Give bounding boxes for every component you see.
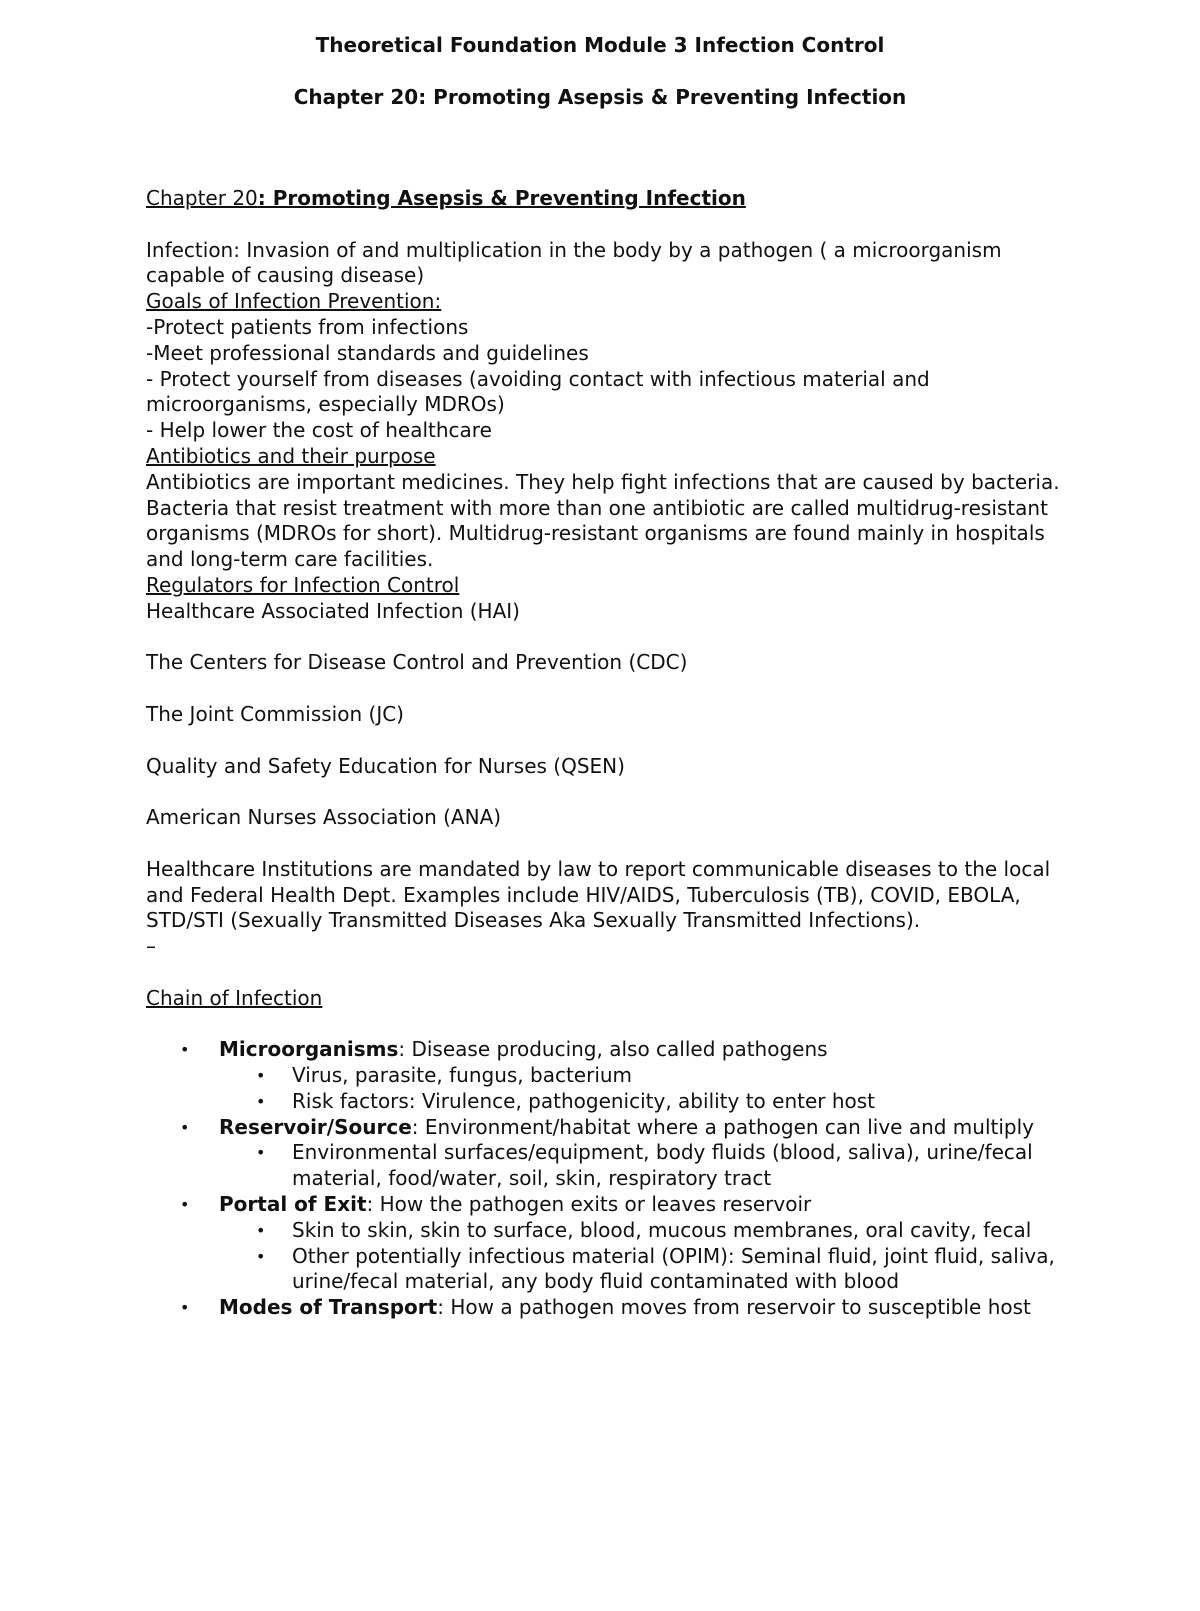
bullet-icon: • <box>180 1040 190 1060</box>
goals-heading: Goals of Infection Prevention: <box>146 289 442 314</box>
chain-desc: : Environment/habitat where a pathogen can live and multiply <box>411 1114 1035 1139</box>
chain-term: Modes of Transport <box>219 1295 438 1320</box>
chain-desc: : Disease producing, also called pathogens <box>398 1037 828 1062</box>
chain-desc: : How a pathogen moves from reservoir to susceptible host <box>437 1295 1031 1320</box>
chain-item-reservoir <box>146 1115 1066 1192</box>
chain-subitem-text: Other potentially infectious material (OPIM): Seminal fluid, joint fluid, saliva, urine/fecal material, any body fluid contaminated with blood <box>292 1243 1055 1294</box>
regulator-item: Quality and Safety Education for Nurses (QSEN) <box>146 753 625 778</box>
chain-subitem-text: Environmental surfaces/equipment, body fluids (blood, saliva), urine/fecal material, food/water, soil, skin, respiratory tract <box>292 1140 1033 1191</box>
goals-item: -Protect patients from infections <box>146 314 469 339</box>
chain-subitem-text: Virus, parasite, fungus, bacterium <box>292 1063 633 1088</box>
regulator-item: American Nurses Association (ANA) <box>146 805 502 830</box>
bullet-icon: • <box>180 1298 190 1318</box>
chain-subitem-text: Skin to skin, skin to surface, blood, mucous membranes, oral cavity, fecal <box>292 1217 1032 1242</box>
goals-item: - Protect yourself from diseases (avoiding contact with infectious material and microorganisms, especially MDROs) <box>146 366 930 417</box>
chain-subitem <box>219 1218 1066 1244</box>
goals-item: -Meet professional standards and guidelines <box>146 340 589 365</box>
chain-item-modes-of-transport <box>146 1295 1066 1321</box>
antibiotics-heading: Antibiotics and their purpose <box>146 443 436 468</box>
document-header-chapter: Chapter 20: Promoting Asepsis & Preventing Infection <box>293 85 907 109</box>
bullet-icon: • <box>256 1143 266 1163</box>
chain-subitem <box>219 1063 1066 1089</box>
regulator-item: The Centers for Disease Control and Prevention (CDC) <box>146 650 688 675</box>
section-title <box>146 186 1066 212</box>
bullet-icon: • <box>180 1195 190 1215</box>
chain-sublist <box>219 1140 1066 1192</box>
chain-sublist <box>219 1218 1066 1295</box>
bullet-icon: • <box>180 1117 190 1137</box>
chain-list <box>146 1037 1066 1321</box>
document-body <box>146 186 1066 1321</box>
bullet-icon: • <box>256 1246 266 1266</box>
bullet-icon: • <box>256 1066 266 1086</box>
goals-item: - Help lower the cost of healthcare <box>146 418 492 443</box>
chain-term: Reservoir/Source <box>219 1114 412 1139</box>
section-title-rest: : Promoting Asepsis & Preventing Infection <box>257 186 746 210</box>
chain-item-microorganisms <box>146 1037 1066 1114</box>
mandate-text: Healthcare Institutions are mandated by law to report communicable diseases to the local and Federal Health Dept. Examples include HIV/AIDS, Tuberculosis (TB), COVID, EBOLA, STD/STI (Sexually Transmitted Diseases Aka Sexually Transmitted Infections). <box>146 856 1051 933</box>
regulator-item: The Joint Commission (JC) <box>146 701 404 726</box>
chain-subitem <box>219 1140 1066 1192</box>
bullet-icon: • <box>256 1220 266 1240</box>
chain-subitem-text: Risk factors: Virulence, pathogenicity, ability to enter host <box>292 1088 876 1113</box>
chain-sublist <box>219 1063 1066 1115</box>
chain-term: Microorganisms <box>219 1037 399 1062</box>
separator-dash: – <box>146 934 156 959</box>
chain-subitem <box>219 1089 1066 1115</box>
section-title-prefix: Chapter 20 <box>146 186 258 210</box>
document-header-title: Theoretical Foundation Module 3 Infection Control <box>315 33 885 57</box>
chain-heading: Chain of Infection <box>146 985 323 1010</box>
chain-item-portal-of-exit <box>146 1192 1066 1295</box>
chain-desc: : How the pathogen exits or leaves reservoir <box>366 1192 812 1217</box>
regulator-item: Healthcare Associated Infection (HAI) <box>146 598 520 623</box>
bullet-icon: • <box>256 1091 266 1111</box>
chain-term: Portal of Exit <box>219 1192 367 1217</box>
regulators-heading: Regulators for Infection Control <box>146 572 460 597</box>
chain-subitem <box>219 1244 1066 1296</box>
infection-definition: Infection: Invasion of and multiplication in the body by a pathogen ( a microorganism capable of causing disease) <box>146 237 1002 288</box>
antibiotics-text: Antibiotics are important medicines. They help fight infections that are caused by bacteria. Bacteria that resist treatment with more than one antibiotic are called multidrug-resistant organisms (MDROs for short). Multidrug-resistant organisms are found mainly in hospitals and long-term care facilities. <box>146 469 1060 572</box>
